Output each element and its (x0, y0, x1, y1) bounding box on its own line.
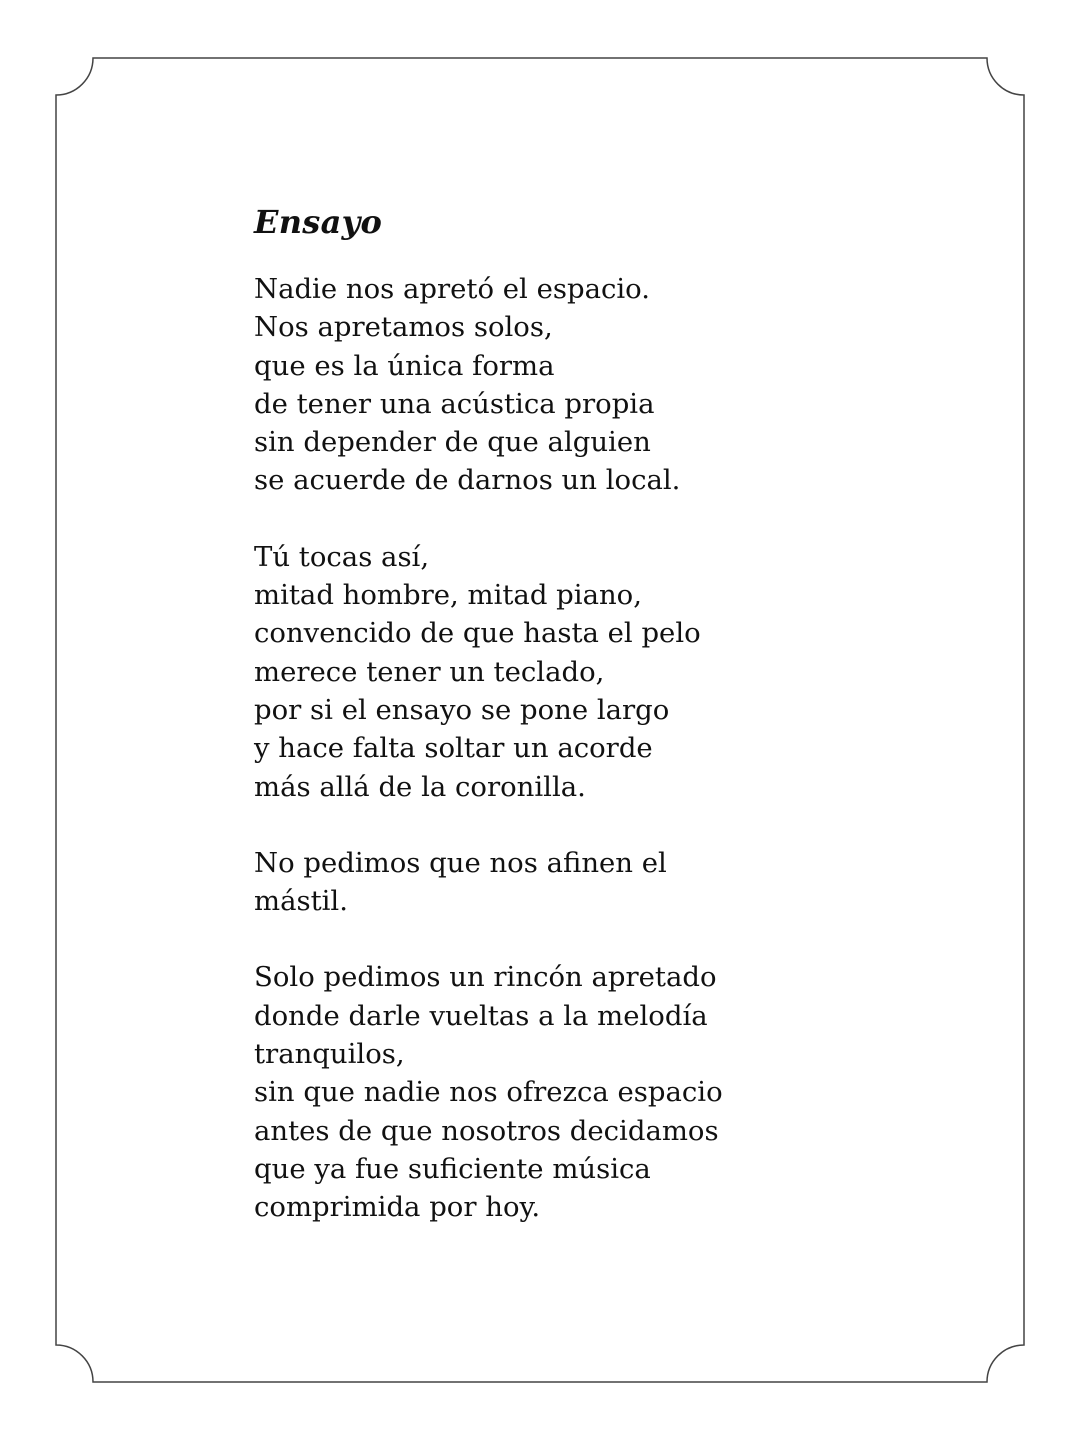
stanza (254, 538, 894, 806)
stanza (254, 844, 894, 921)
poem-line: sin depender de que alguien (254, 426, 651, 459)
poem-line: sin que nadie nos ofrezca espacio (254, 1076, 723, 1109)
poem-line: No pedimos que nos afinen el (254, 846, 667, 879)
poem-line: que ya fue suficiente música (254, 1152, 651, 1185)
poem-line: donde darle vueltas a la melodía (254, 999, 708, 1032)
poem-line: Tú tocas así, (254, 540, 430, 573)
poem-line: de tener una acústica propia (254, 387, 655, 420)
poem-line: comprimida por hoy. (254, 1191, 541, 1224)
poem-line: merece tener un teclado, (254, 655, 605, 688)
poem (254, 200, 894, 1265)
poem-title: Ensayo (254, 203, 383, 241)
stanza (254, 958, 894, 1226)
poem-line: antes de que nosotros decidamos (254, 1114, 719, 1147)
poem-line: tranquilos, (254, 1038, 405, 1071)
poem-line: Solo pedimos un rincón apretado (254, 961, 717, 994)
poem-line: Nos apretamos solos, (254, 311, 553, 344)
poem-line: más allá de la coronilla. (254, 770, 586, 803)
poem-line: que es la única forma (254, 349, 555, 382)
poem-line: Nadie nos apretó el espacio. (254, 273, 650, 305)
poem-line: por si el ensayo se pone largo (254, 693, 670, 726)
stanza (254, 270, 894, 500)
poem-line: y hace falta soltar un acorde (254, 732, 653, 765)
poem-line: se acuerde de darnos un local. (254, 464, 681, 497)
poem-line: convencido de que hasta el pelo (254, 617, 701, 650)
poem-line: mitad hombre, mitad piano, (254, 579, 642, 612)
poem-line: mástil. (254, 885, 348, 918)
